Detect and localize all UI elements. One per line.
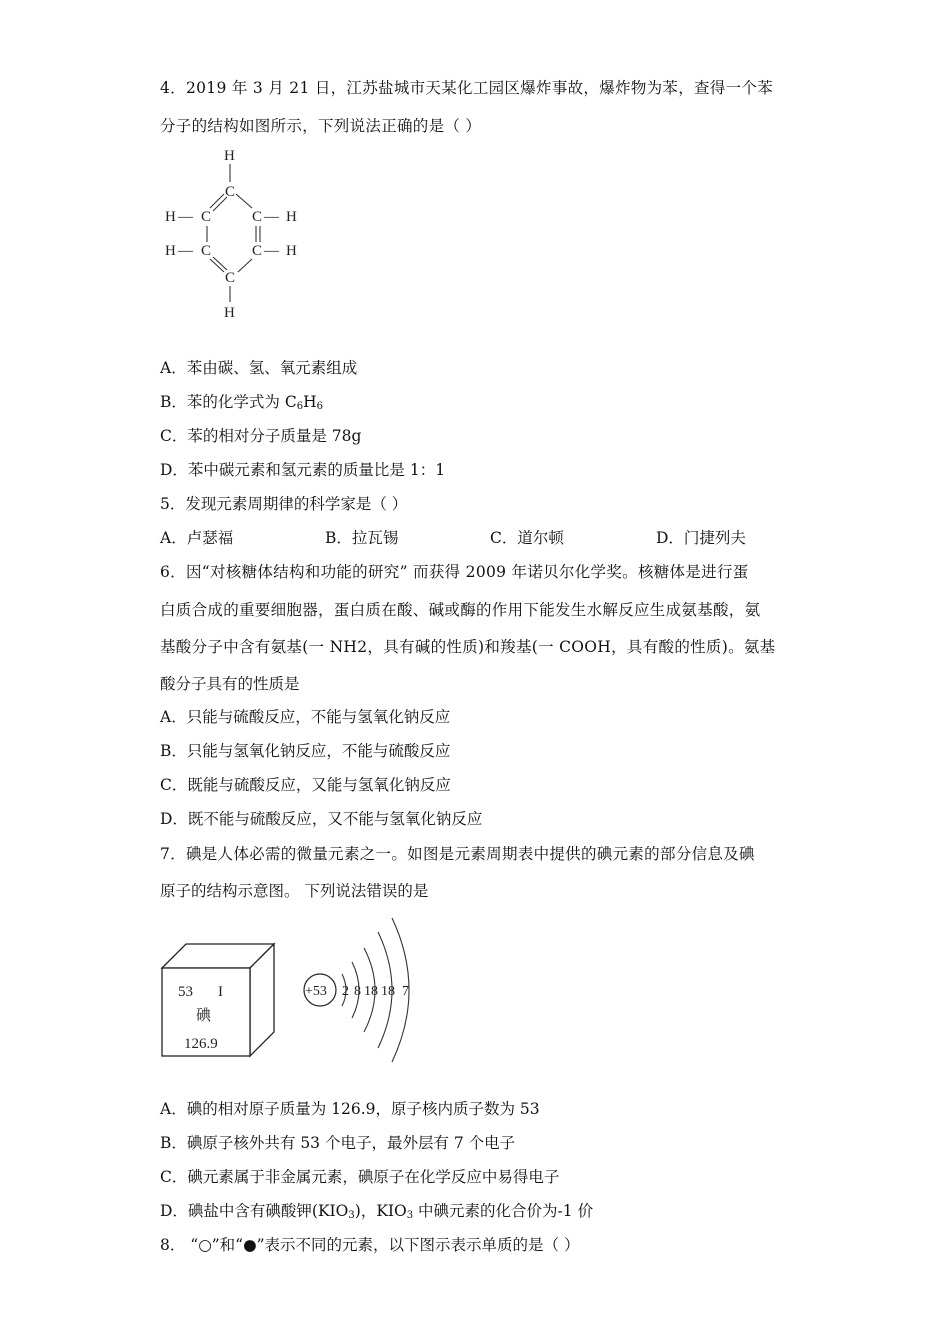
q5-stem: 5．发现元素周期律的科学家是（ ） bbox=[160, 495, 408, 513]
q7-option-b: B．碘原子核外共有 53 个电子，最外层有 7 个电子 bbox=[160, 1134, 516, 1152]
q6-line3: 基酸分子中含有氨基(一 NH2，具有碱的性质)和羧基(一 COOH，具有酸的性质)。氨基 bbox=[160, 638, 776, 656]
atom-h-bottom: H bbox=[224, 305, 235, 321]
element-name: 碘 bbox=[196, 1008, 212, 1024]
q7-option-c: C．碘元素属于非金属元素，碘原子在化学反应中易得电子 bbox=[160, 1168, 560, 1186]
iodine-atom-structure-figure bbox=[298, 912, 428, 1072]
atom-c-left2: C bbox=[201, 243, 212, 259]
atom-c-top: C bbox=[225, 184, 236, 200]
q6-option-c: C．既能与硫酸反应，又能与氢氧化钠反应 bbox=[160, 776, 451, 794]
atom-h-left1: H bbox=[165, 209, 176, 225]
q8-stem: 8． “○”和“●”表示不同的元素，以下图示表示单质的是（ ） bbox=[160, 1236, 580, 1254]
atom-h-left2: H bbox=[165, 243, 176, 259]
shell-electrons-1: 2 bbox=[342, 984, 349, 999]
shell-electrons-2: 8 bbox=[354, 984, 361, 999]
q4-option-c: C．苯的相对分子质量是 78g bbox=[160, 427, 362, 445]
atom-c-left1: C bbox=[201, 209, 212, 225]
shell-electrons-4: 18 bbox=[381, 984, 395, 999]
q5-option-a: A．卢瑟福 bbox=[160, 529, 234, 547]
q5-option-d: D．门捷列夫 bbox=[656, 529, 746, 547]
element-atomic-mass: 126.9 bbox=[184, 1036, 218, 1052]
bond-h-c-left2: — bbox=[178, 243, 193, 259]
q4-option-d: D．苯中碳元素和氢元素的质量比是 1：1 bbox=[160, 461, 446, 479]
q6-line1: 6．因“对核糖体结构和功能的研究” 而获得 2009 年诺贝尔化学奖。核糖体是进行蛋 bbox=[160, 563, 749, 581]
q4-stem-line2: 分子的结构如图所示，下列说法正确的是（ ） bbox=[160, 117, 482, 135]
q5-option-b: B．拉瓦锡 bbox=[325, 529, 399, 547]
q5-option-c: C．道尔顿 bbox=[490, 529, 564, 547]
q7-option-a: A．碘的相对原子质量为 126.9，原子核内质子数为 53 bbox=[160, 1100, 540, 1118]
element-symbol: I bbox=[218, 984, 223, 1000]
q7-option-d: D．碘盐中含有碘酸钾$(KIO_3)$，$KIO_3$ 中碘元素的化合价为-1 价 bbox=[160, 1202, 594, 1221]
atom-c-bottom: C bbox=[225, 270, 236, 286]
benzene-structure-figure bbox=[160, 142, 310, 322]
iodine-element-cell-figure bbox=[160, 940, 280, 1062]
element-atomic-number: 53 bbox=[178, 984, 193, 1000]
bond-c-h-right2: — bbox=[264, 243, 279, 259]
shell-electrons-3: 18 bbox=[364, 984, 378, 999]
q4-option-b: B．苯的化学式为 $C_6H_6$ bbox=[160, 393, 323, 412]
atom-h-right2: H bbox=[286, 243, 297, 259]
q7-line1: 7．碘是人体必需的微量元素之一。如图是元素周期表中提供的碘元素的部分信息及碘 bbox=[160, 845, 755, 863]
atom-c-right2: C bbox=[252, 243, 263, 259]
q7-line2: 原子的结构示意图。 下列说法错误的是 bbox=[160, 882, 429, 900]
q4-option-a: A．苯由碳、氢、氧元素组成 bbox=[160, 359, 358, 377]
atom-h-top: H bbox=[224, 148, 235, 164]
q4-stem-line1: 4．2019 年 3 月 21 日，江苏盐城市天某化工园区爆炸事故，爆炸物为苯，查得一个苯 bbox=[160, 79, 774, 97]
q6-option-a: A．只能与硫酸反应，不能与氢氧化钠反应 bbox=[160, 708, 451, 726]
q6-option-b: B．只能与氢氧化钠反应，不能与硫酸反应 bbox=[160, 742, 451, 760]
shell-electrons-5: 7 bbox=[402, 984, 409, 999]
q6-line4: 酸分子具有的性质是 bbox=[160, 675, 300, 693]
bond-c-h-right1: — bbox=[264, 209, 279, 225]
nucleus-charge: +53 bbox=[305, 984, 327, 999]
atom-h-right1: H bbox=[286, 209, 297, 225]
atom-c-right1: C bbox=[252, 209, 263, 225]
q6-line2: 白质合成的重要细胞器，蛋白质在酸、碱或酶的作用下能发生水解反应生成氨基酸，氨 bbox=[160, 601, 761, 619]
bond-h-c-left1: — bbox=[178, 209, 193, 225]
q6-option-d: D．既不能与硫酸反应，又不能与氢氧化钠反应 bbox=[160, 810, 483, 828]
